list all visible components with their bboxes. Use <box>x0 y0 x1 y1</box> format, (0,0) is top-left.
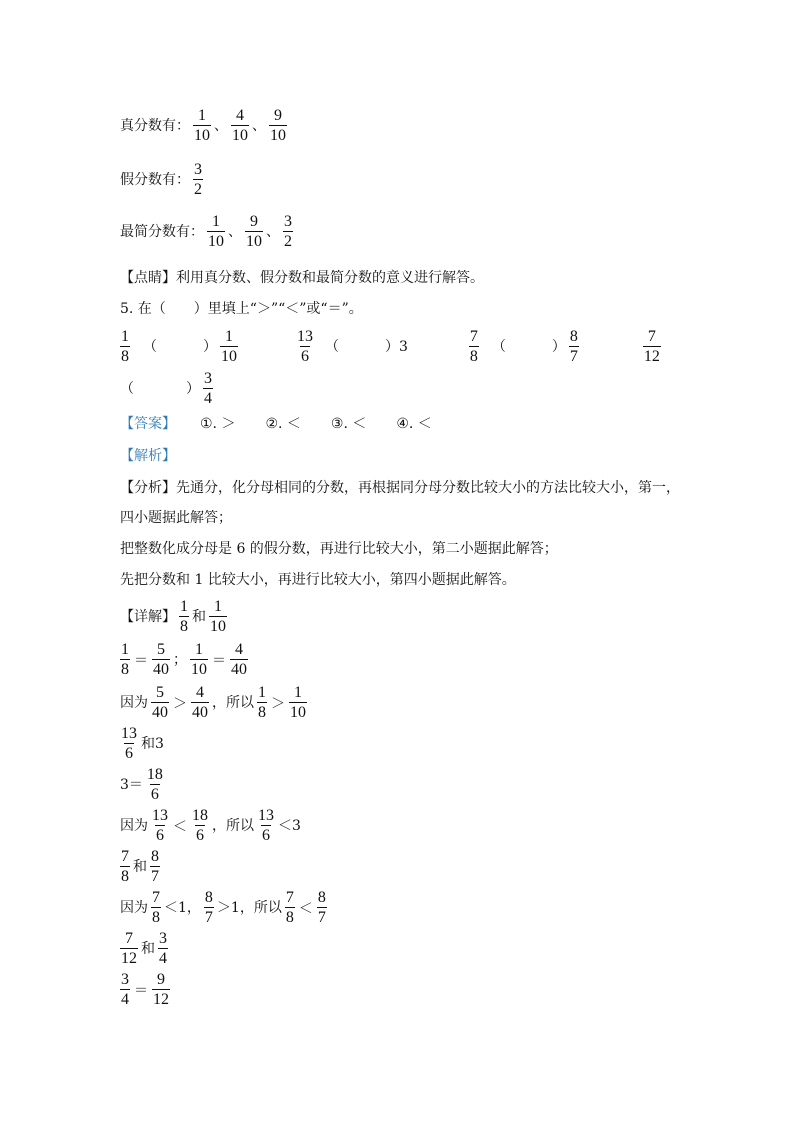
detail-line-4 <box>120 724 164 763</box>
separator: 、 <box>252 117 266 134</box>
simplest-fractions-line <box>120 212 296 251</box>
so-word: ，所以 <box>212 817 254 834</box>
detail-line-10 <box>120 970 173 1009</box>
proper-fractions-line <box>120 106 290 145</box>
answer-item: ①. ＞ <box>200 416 236 432</box>
fraction: $\frac{3}{2}$ <box>194 161 202 198</box>
equals-sign: ＝ <box>134 982 148 999</box>
blank-open: （ <box>143 338 157 355</box>
and-word: 和 <box>192 608 206 625</box>
fraction: $\frac{4}{40}$ <box>231 641 247 678</box>
because-word: 因为 <box>120 817 148 834</box>
answer-item: ③. ＜ <box>330 416 367 432</box>
question-5-stem: 5. 在（ ）里填上“＞”“＜”或“＝”。 <box>120 301 363 317</box>
fraction: $\frac{3}{2}$ <box>284 213 292 250</box>
fraction: $\frac{3}{4}$ <box>121 971 129 1008</box>
fraction: $\frac{5}{40}$ <box>152 684 168 721</box>
detail-line-8 <box>120 888 330 927</box>
blank-close: ） <box>186 380 200 397</box>
less-sign: ＜ <box>298 900 313 917</box>
improper-fractions-line <box>120 160 206 199</box>
fraction: $\frac{1}{8}$ <box>121 328 129 365</box>
fraction: $\frac{5}{40}$ <box>153 641 169 678</box>
fraction: $\frac{13}{6}$ <box>121 725 137 762</box>
fraction: $\frac{1}{10}$ <box>208 213 224 250</box>
fraction: $\frac{1}{8}$ <box>258 684 266 721</box>
fraction: $\frac{13}{6}$ <box>258 807 274 844</box>
fraction: $\frac{9}{12}$ <box>153 971 169 1008</box>
fraction: $\frac{1}{10}$ <box>290 684 306 721</box>
blank-open: （ <box>325 338 339 355</box>
fraction: $\frac{18}{6}$ <box>192 807 208 844</box>
proper-label: 真分数有： <box>120 117 190 134</box>
fraction: $\frac{1}{10}$ <box>210 598 226 635</box>
fraction: $\frac{9}{10}$ <box>246 213 262 250</box>
fraction: $\frac{3}{4}$ <box>159 930 167 967</box>
fraction: $\frac{1}{10}$ <box>191 641 207 678</box>
fraction: $\frac{7}{8}$ <box>121 848 129 885</box>
blank-close: ） <box>203 338 217 355</box>
fraction: $\frac{8}{7}$ <box>569 328 578 365</box>
greater-sign: ＞ <box>173 695 187 712</box>
answer-item: ②. ＜ <box>265 416 301 432</box>
analysis-line-2: 四小题据此解答； <box>120 510 232 526</box>
tip-line: 【点睛】利用真分数、假分数和最简分数的意义进行解答。 <box>120 270 484 286</box>
improper-label: 假分数有： <box>120 171 190 188</box>
blank-close: ） <box>385 338 399 355</box>
analysis-line-3: 把整数化成分母是 6 的假分数，再进行比较大小，第二小题据此解答； <box>120 541 558 557</box>
fraction: $\frac{7}{12}$ <box>121 930 137 967</box>
separator: 、 <box>214 117 228 134</box>
detail-line-1 <box>120 597 230 636</box>
fraction: $\frac{1}{10}$ <box>221 328 237 365</box>
fraction: $\frac{4}{10}$ <box>232 107 248 144</box>
fraction: $\frac{8}{7}$ <box>151 848 159 885</box>
fraction: $\frac{13}{6}$ <box>152 807 168 844</box>
equals-sign: ＝ <box>134 652 148 669</box>
fraction: $\frac{1}{8}$ <box>180 598 188 635</box>
answer-label: 【答案】 <box>120 416 176 432</box>
fraction: $\frac{7}{8}$ <box>285 889 294 926</box>
fraction: $\frac{18}{6}$ <box>146 766 163 803</box>
fraction: $\frac{8}{7}$ <box>317 889 326 926</box>
fraction: $\frac{3}{4}$ <box>204 370 212 407</box>
fraction: $\frac{7}{12}$ <box>643 328 660 365</box>
less-than-three: ＜3 <box>278 817 301 834</box>
analysis-heading: 【解析】 <box>120 448 176 464</box>
blank-close: ） <box>551 338 566 355</box>
separator: 、 <box>266 223 280 240</box>
fraction: $\frac{7}{8}$ <box>469 328 478 365</box>
greater-sign: ＞ <box>271 695 285 712</box>
so-word: ，所以 <box>212 694 254 711</box>
fraction: $\frac{9}{10}$ <box>270 107 286 144</box>
and-word: 和 <box>141 735 155 752</box>
fraction: $\frac{13}{6}$ <box>297 328 313 365</box>
question-5-row-2 <box>120 369 216 408</box>
analysis-line-1: 【分析】先通分，化分母相同的分数，再根据同分母分数比较大小的方法比较大小，第一， <box>120 480 680 496</box>
because-word: 因为 <box>120 899 148 916</box>
integer-three: 3 <box>155 735 164 752</box>
blank-open: （ <box>491 338 506 355</box>
separator: 、 <box>228 223 242 240</box>
because-word: 因为 <box>120 694 148 711</box>
detail-line-5 <box>120 765 167 804</box>
less-than-one: ＜1 <box>164 899 187 916</box>
fraction: $\frac{1}{10}$ <box>194 107 210 144</box>
fraction: $\frac{7}{8}$ <box>152 889 160 926</box>
semicolon: ； <box>173 651 187 668</box>
answer-item: ④. ＜ <box>396 416 432 432</box>
detail-line-3 <box>120 683 310 722</box>
equals-sign: ＝ <box>212 652 226 669</box>
so-word: ，所以 <box>239 899 282 916</box>
three-equals: 3＝ <box>120 776 143 793</box>
simplest-label: 最简分数有： <box>120 223 204 240</box>
detail-line-2 <box>120 640 251 679</box>
comma: ， <box>186 899 201 916</box>
integer-three: 3 <box>399 338 408 355</box>
and-word: 和 <box>133 858 147 875</box>
detail-line-7 <box>120 847 163 886</box>
detail-line-6 <box>120 806 301 845</box>
blank-open: （ <box>120 380 134 397</box>
detail-label: 【详解】 <box>120 608 176 625</box>
fraction: $\frac{8}{7}$ <box>204 889 213 926</box>
greater-than-one: ＞1 <box>216 899 240 916</box>
analysis-line-4: 先把分数和 1 比较大小，再进行比较大小，第四小题据此解答。 <box>120 572 516 588</box>
detail-line-9 <box>120 929 171 968</box>
less-sign: ＜ <box>173 818 187 835</box>
fraction: $\frac{4}{40}$ <box>192 684 208 721</box>
fraction: $\frac{1}{8}$ <box>121 641 129 678</box>
answer-line <box>120 414 432 434</box>
and-word: 和 <box>141 940 155 957</box>
question-5-row-1 <box>120 327 664 366</box>
